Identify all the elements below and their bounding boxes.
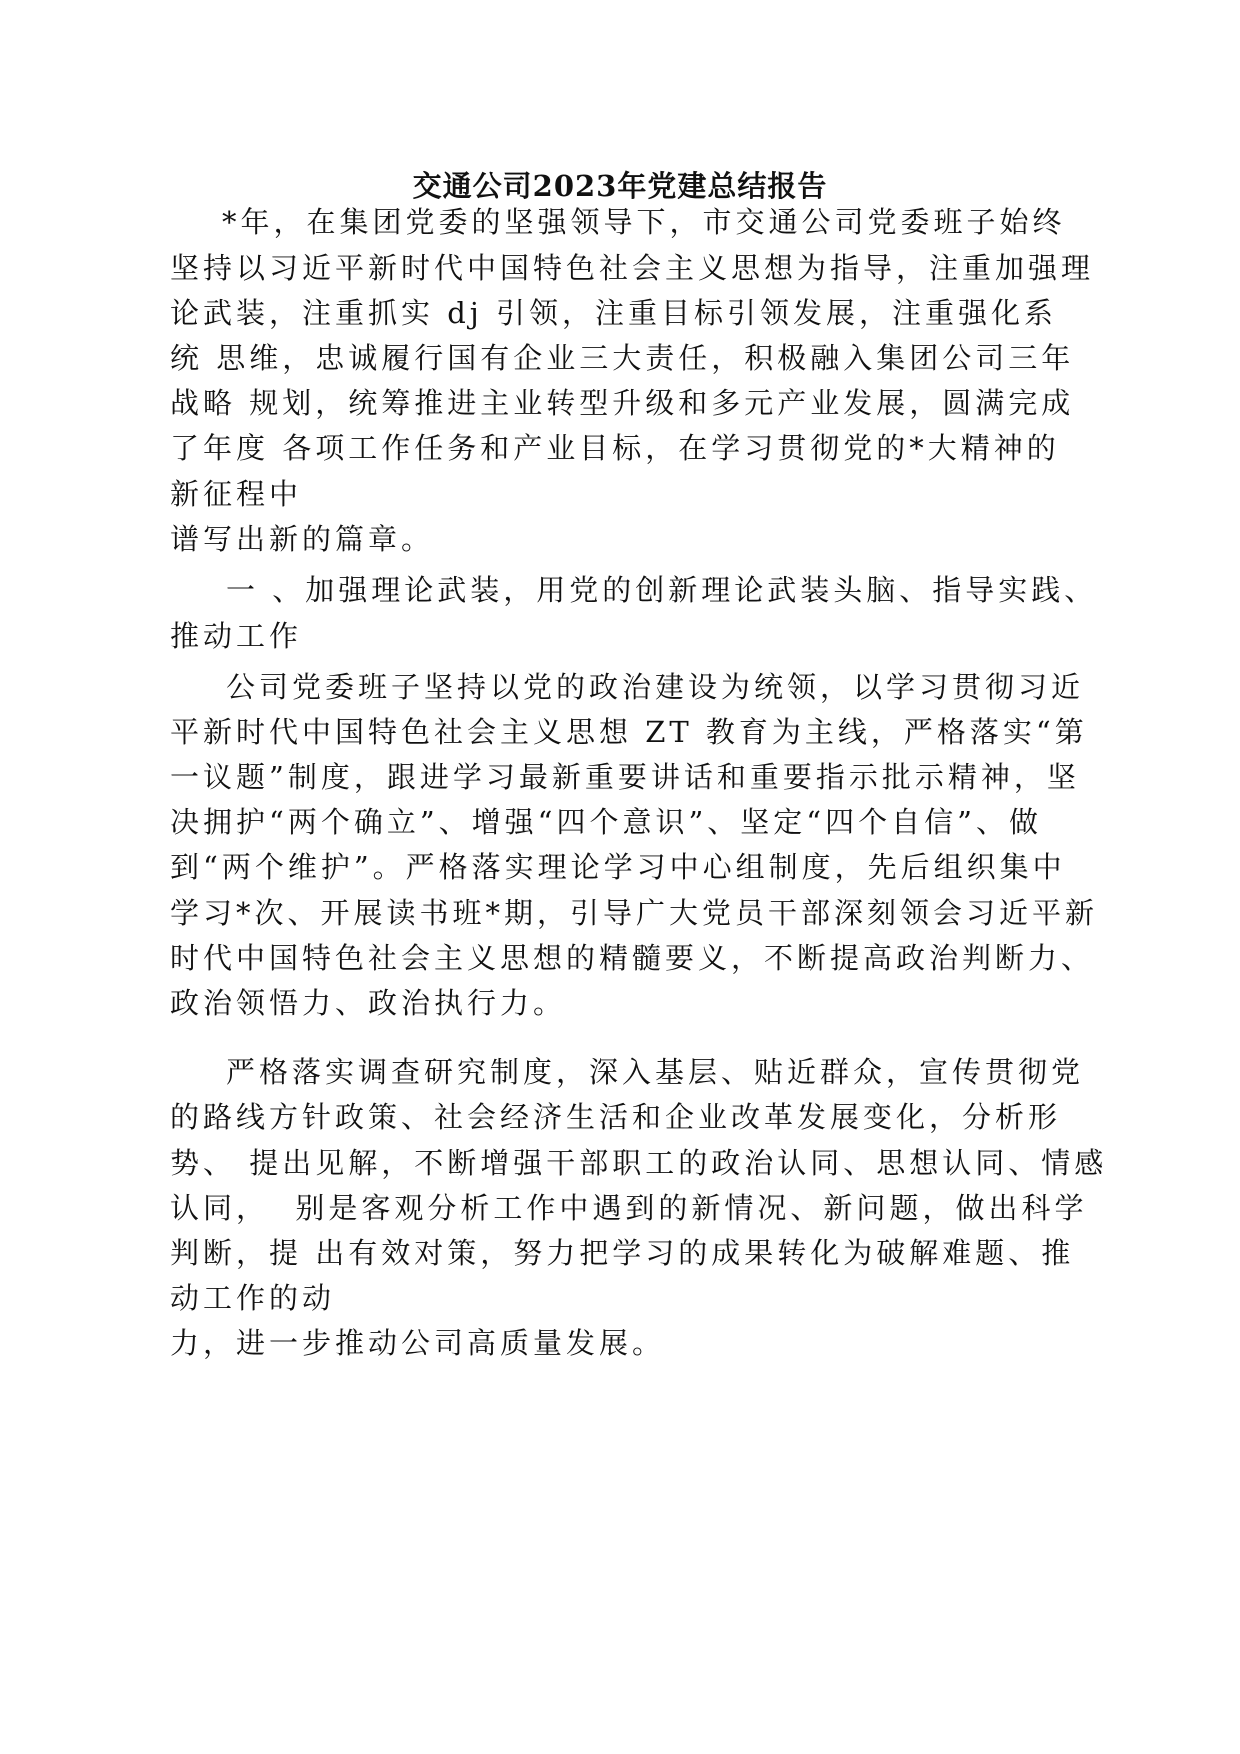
section-heading-line-2: 推动工作	[170, 619, 303, 653]
paragraph-1-line-6: 了年度 各项工作任务和产业目标，在学习贯彻党的*大精神的	[170, 431, 1060, 465]
paragraph-2-line-3: 一议题”制度，跟进学习最新重要讲话和重要指示批示精神，坚	[170, 760, 1080, 794]
paragraph-2-line-8: 政治领悟力、政治执行力。	[170, 986, 567, 1020]
paragraph-2-line-7: 时代中国特色社会主义思想的精髓要义，不断提高政治判断力、	[170, 941, 1095, 975]
paragraph-2-line-6: 学习*次、开展读书班*期，引导广大党员干部深刻领会习近平新	[170, 896, 1099, 930]
paragraph-3-line-2: 的路线方针政策、社会经济生活和企业改革发展变化，分析形	[170, 1100, 1062, 1134]
paragraph-3-line-4: 认同， 别是客观分析工作中遇到的新情况、新问题，做出科学	[170, 1191, 1088, 1225]
paragraph-1-line-1: *年，在集团党委的坚强领导下，市交通公司党委班子始终	[222, 205, 1066, 239]
section-heading-line-1: 一 、加强理论武装，用党的创新理论武装头脑、指导实践、	[226, 573, 1098, 607]
paragraph-2-line-2: 平新时代中国特色社会主义思想 ZT 教育为主线，严格落实“第	[170, 715, 1088, 749]
paragraph-1-line-8: 谱写出新的篇章。	[170, 522, 435, 556]
paragraph-3-line-7: 力，进一步推动公司高质量发展。	[170, 1326, 666, 1360]
paragraph-1-line-5: 战略 规划，统筹推进主业转型升级和多元产业发展，圆满完成	[170, 386, 1075, 420]
paragraph-3-line-6: 动工作的动	[170, 1281, 336, 1315]
paragraph-3-line-1: 严格落实调查研究制度，深入基层、贴近群众，宣传贯彻党	[226, 1055, 1085, 1089]
paragraph-1-line-2: 坚持以习近平新时代中国特色社会主义思想为指导，注重加强理	[170, 251, 1095, 285]
paragraph-1-line-4: 统 思维，忠诚履行国有企业三大责任，积极融入集团公司三年	[170, 341, 1075, 375]
paragraph-2-line-5: 到“两个维护”。严格落实理论学习中心组制度，先后组织集中	[170, 850, 1066, 884]
paragraph-2-line-4: 决拥护“两个确立”、增强“四个意识”、坚定“四个自信”、做	[170, 805, 1042, 839]
paragraph-2-line-1: 公司党委班子坚持以党的政治建设为统领，以学习贯彻习近	[226, 670, 1085, 704]
paragraph-1-line-3: 论武装，注重抓实 dj 引领，注重目标引领发展，注重强化系	[170, 296, 1057, 330]
paragraph-3-line-5: 判断，提 出有效对策，努力把学习的成果转化为破解难题、推	[170, 1236, 1075, 1270]
paragraph-1-line-7: 新征程中	[170, 477, 303, 511]
document-title: 交通公司2023年党建总结报告	[412, 169, 828, 203]
paragraph-3-line-3: 势、 提出见解，不断增强干部职工的政治认同、思想认同、情感	[170, 1146, 1108, 1180]
